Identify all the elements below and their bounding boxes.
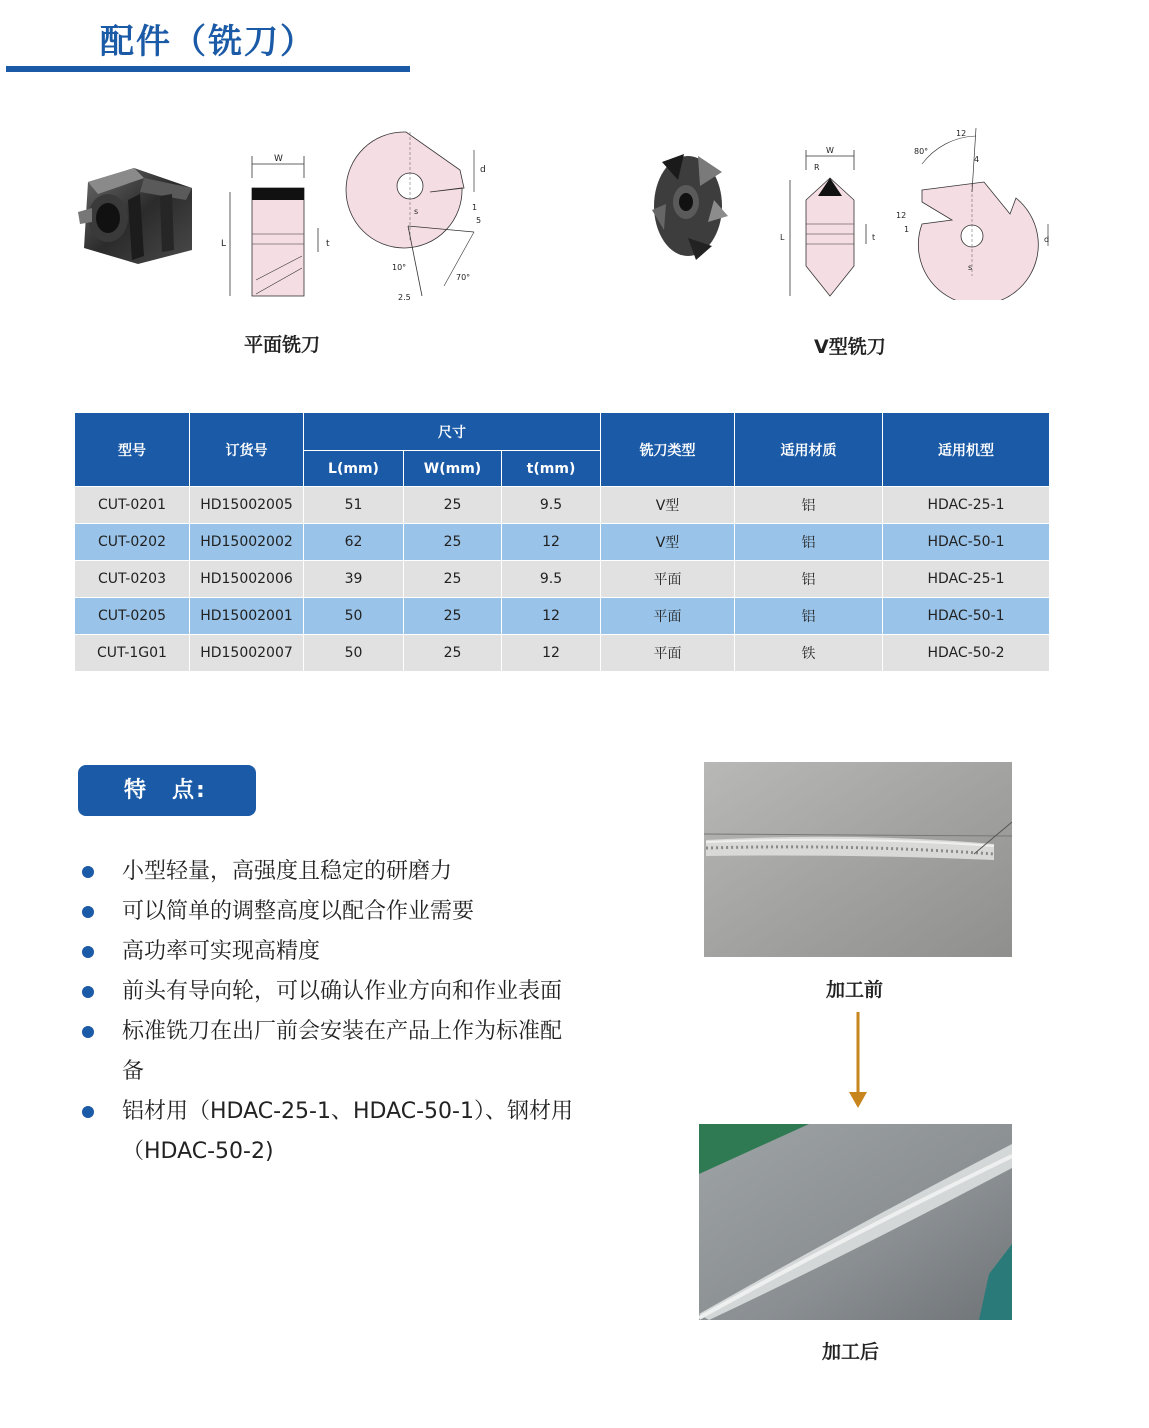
cell-model: CUT-0203 xyxy=(75,561,190,598)
dim-five: 5 xyxy=(476,216,482,225)
cell-type: V型 xyxy=(601,487,735,524)
header-w: W(mm) xyxy=(404,451,502,487)
dim-a80: 80° xyxy=(914,147,929,156)
v-cutter-side-drawing xyxy=(892,124,1060,300)
cell-machine: HDAC-25-1 xyxy=(883,487,1050,524)
page-title: 配件（铣刀） xyxy=(100,22,316,62)
dim-d: d xyxy=(1044,235,1050,244)
header-material: 适用材质 xyxy=(735,413,883,487)
cell-machine: HDAC-50-1 xyxy=(883,524,1050,561)
header-order: 订货号 xyxy=(190,413,304,487)
bullet-icon xyxy=(82,946,94,958)
cell-machine: HDAC-50-1 xyxy=(883,598,1050,635)
cell-order: HD15002001 xyxy=(190,598,304,635)
cell-t: 12 xyxy=(502,598,601,635)
cell-l: 50 xyxy=(304,635,404,672)
dim-s: s xyxy=(968,263,973,272)
cell-type: 平面 xyxy=(601,598,735,635)
cell-w: 25 xyxy=(404,487,502,524)
table-row xyxy=(75,635,1050,672)
dim-t: t xyxy=(326,239,330,249)
cell-w: 25 xyxy=(404,635,502,672)
cell-order: HD15002002 xyxy=(190,524,304,561)
title-underline xyxy=(6,66,410,72)
dim-v12b: 12 xyxy=(896,211,907,220)
dim-l: L xyxy=(221,239,227,249)
header-size: 尺寸 xyxy=(304,413,601,451)
cell-material: 铝 xyxy=(735,524,883,561)
dim-w: W xyxy=(826,146,834,155)
header-machine: 适用机型 xyxy=(883,413,1050,487)
dim-v12a: 12 xyxy=(956,129,967,138)
dim-r: R xyxy=(814,163,820,172)
cell-machine: HDAC-50-2 xyxy=(883,635,1050,672)
cell-material: 铝 xyxy=(735,598,883,635)
flat-cutter-side-drawing xyxy=(344,128,494,306)
before-processing-photo xyxy=(704,762,1012,957)
dim-l: L xyxy=(780,233,785,242)
cell-material: 铝 xyxy=(735,487,883,524)
cell-model: CUT-0205 xyxy=(75,598,190,635)
dim-a70: 70° xyxy=(456,273,471,282)
bullet-icon xyxy=(82,1106,94,1118)
list-item: 小型轻量，高强度且稳定的研磨力 xyxy=(80,852,600,892)
header-t: t(mm) xyxy=(502,451,601,487)
v-cutter-caption: V型铣刀 xyxy=(814,336,886,358)
cell-model: CUT-0202 xyxy=(75,524,190,561)
flat-cutter-front-drawing xyxy=(214,148,340,300)
cell-type: 平面 xyxy=(601,635,735,672)
cell-material: 铝 xyxy=(735,561,883,598)
cell-model: CUT-1G01 xyxy=(75,635,190,672)
list-item: 前头有导向轮，可以确认作业方向和作业表面 xyxy=(80,972,562,1012)
table-row xyxy=(75,561,1050,598)
cell-model: CUT-0201 xyxy=(75,487,190,524)
bullet-icon xyxy=(82,986,94,998)
arrow-down-icon xyxy=(848,1012,868,1110)
spec-table xyxy=(74,412,1050,672)
cell-l: 39 xyxy=(304,561,404,598)
cell-t: 12 xyxy=(502,635,601,672)
bullet-icon xyxy=(82,1026,94,1038)
list-item: 铝材用（HDAC-25-1、HDAC-50-1）、钢材用（HDAC-50-2) xyxy=(80,1092,592,1172)
v-cutter-front-drawing xyxy=(772,140,890,300)
list-item: 标准铣刀在出厂前会安装在产品上作为标准配备 xyxy=(80,1012,562,1092)
dim-v25: 2.5 xyxy=(398,293,411,302)
cell-order: HD15002005 xyxy=(190,487,304,524)
list-item: 高功率可实现高精度 xyxy=(80,932,600,972)
header-l: L(mm) xyxy=(304,451,404,487)
cell-t: 9.5 xyxy=(502,487,601,524)
header-type: 铣刀类型 xyxy=(601,413,735,487)
flat-cutter-caption: 平面铣刀 xyxy=(244,334,321,356)
cell-l: 50 xyxy=(304,598,404,635)
flat-cutter-photo xyxy=(74,160,204,270)
dim-one: 1 xyxy=(472,203,478,212)
dim-t: t xyxy=(872,233,876,242)
table-row xyxy=(75,598,1050,635)
cell-l: 51 xyxy=(304,487,404,524)
bullet-icon xyxy=(82,906,94,918)
cell-material: 铁 xyxy=(735,635,883,672)
dim-w: W xyxy=(274,154,283,164)
cell-w: 25 xyxy=(404,524,502,561)
header-model: 型号 xyxy=(75,413,190,487)
cell-type: V型 xyxy=(601,524,735,561)
cell-t: 9.5 xyxy=(502,561,601,598)
features-badge: 特 点: xyxy=(78,765,256,816)
cell-l: 62 xyxy=(304,524,404,561)
before-caption: 加工前 xyxy=(826,979,884,1001)
after-caption: 加工后 xyxy=(822,1341,880,1363)
dim-v1: 1 xyxy=(904,225,910,234)
dim-v4: 4 xyxy=(974,155,980,164)
bullet-icon xyxy=(82,866,94,878)
cell-order: HD15002006 xyxy=(190,561,304,598)
features-list xyxy=(80,852,600,1172)
cell-order: HD15002007 xyxy=(190,635,304,672)
cell-t: 12 xyxy=(502,524,601,561)
after-processing-photo xyxy=(699,1124,1012,1320)
list-item: 可以简单的调整高度以配合作业需要 xyxy=(80,892,600,932)
dim-d: d xyxy=(480,165,486,175)
v-cutter-photo xyxy=(648,150,728,262)
cell-machine: HDAC-25-1 xyxy=(883,561,1050,598)
cell-w: 25 xyxy=(404,598,502,635)
table-row xyxy=(75,524,1050,561)
dim-a10: 10° xyxy=(392,263,407,272)
cell-type: 平面 xyxy=(601,561,735,598)
table-row xyxy=(75,487,1050,524)
dim-s: s xyxy=(414,207,419,216)
cell-w: 25 xyxy=(404,561,502,598)
